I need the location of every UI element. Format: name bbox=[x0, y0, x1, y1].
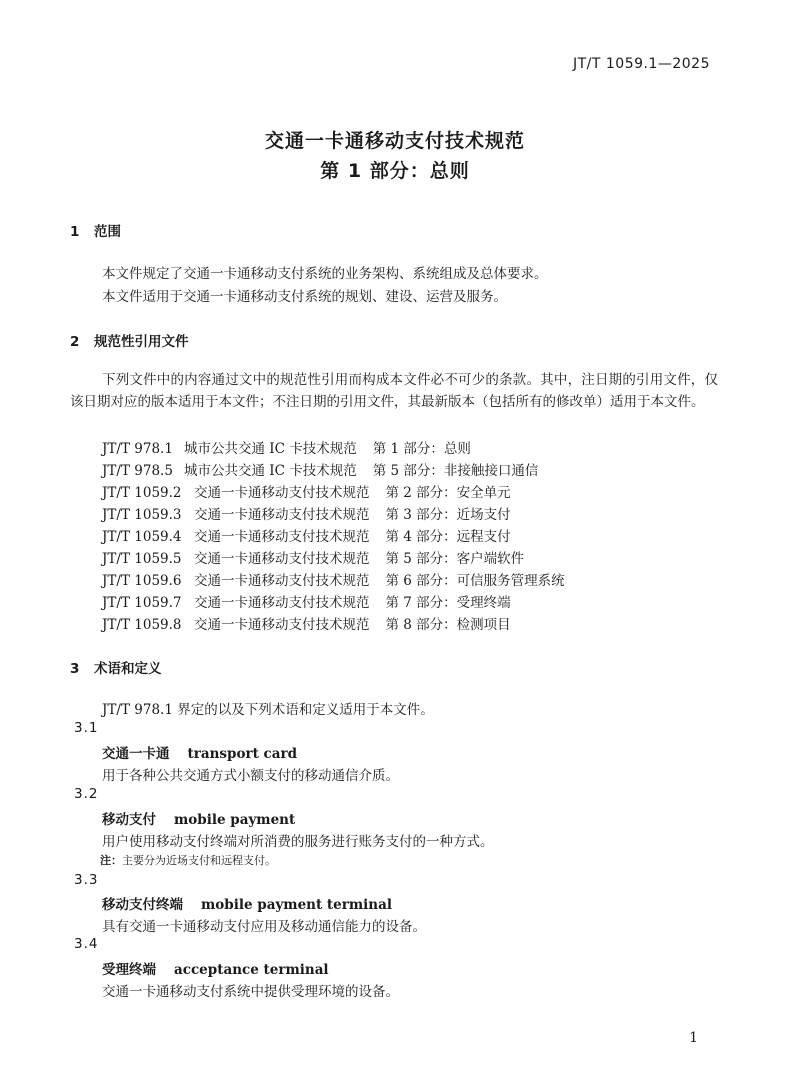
term-name bbox=[102, 893, 392, 913]
page-number: 1 bbox=[689, 1030, 698, 1046]
reference-title: 交通一卡通移动支付技术规范 bbox=[194, 573, 370, 589]
term-name-en: mobile payment bbox=[174, 812, 296, 828]
document-subtitle: 第 1 部分：总则 bbox=[320, 160, 470, 182]
term-number: 3.3 bbox=[74, 872, 99, 888]
reference-item bbox=[102, 591, 511, 611]
terms-intro-paragraph: JT/T 978.1 界定的以及下列术语和定义适用于本文件。 bbox=[102, 702, 434, 718]
reference-code: JT/T 978.1 bbox=[102, 441, 173, 457]
term-definition: 用户使用移动支付终端对所消费的服务进行账务支付的一种方式。 bbox=[102, 834, 494, 850]
reference-code: JT/T 1059.4 bbox=[102, 529, 182, 545]
term-definition: 具有交通一卡通移动支付应用及移动通信能力的设备。 bbox=[102, 919, 426, 935]
reference-title: 交通一卡通移动支付技术规范 bbox=[194, 529, 370, 545]
term-note bbox=[100, 852, 276, 868]
term-name-zh: 移动支付终端 bbox=[102, 897, 183, 913]
section-heading-scope bbox=[70, 220, 121, 240]
reference-title: 交通一卡通移动支付技术规范 bbox=[194, 617, 370, 633]
reference-title: 城市公共交通 IC 卡技术规范 bbox=[184, 463, 357, 479]
term-number: 3.1 bbox=[74, 720, 99, 736]
reference-code: JT/T 1059.6 bbox=[102, 573, 182, 589]
term-name-en: transport card bbox=[187, 746, 298, 762]
reference-part: 第 1 部分：总则 bbox=[372, 441, 471, 457]
section-heading-normative bbox=[70, 330, 189, 350]
reference-item bbox=[102, 481, 511, 501]
term-name-en: acceptance terminal bbox=[174, 962, 329, 978]
reference-title: 交通一卡通移动支付技术规范 bbox=[194, 595, 370, 611]
standard-number: JT/T 1059.1—2025 bbox=[572, 56, 710, 72]
reference-item bbox=[102, 547, 524, 567]
reference-part: 第 7 部分：受理终端 bbox=[385, 595, 511, 611]
term-number: 3.4 bbox=[74, 936, 99, 952]
reference-part: 第 4 部分：远程支付 bbox=[385, 529, 511, 545]
section-number: 1 bbox=[70, 224, 80, 240]
term-name bbox=[102, 808, 295, 828]
reference-code: JT/T 1059.2 bbox=[102, 485, 182, 501]
normative-intro-paragraph: 下列文件中的内容通过文中的规范性引用而构成本文件必不可少的条款。其中，注日期的引用文件，仅该日期对应的版本适用于本文件；不注日期的引用文件，其最新版本（包括所有的修改单）适用于本文件。 bbox=[70, 372, 718, 410]
scope-paragraph: 本文件规定了交通一卡通移动支付系统的业务架构、系统组成及总体要求。 bbox=[102, 266, 548, 282]
term-definition: 交通一卡通移动支付系统中提供受理环境的设备。 bbox=[102, 984, 399, 1000]
reference-title: 城市公共交通 IC 卡技术规范 bbox=[184, 441, 357, 457]
reference-title: 交通一卡通移动支付技术规范 bbox=[194, 551, 370, 567]
reference-part: 第 8 部分：检测项目 bbox=[385, 617, 511, 633]
term-number: 3.2 bbox=[74, 786, 99, 802]
section-title: 规范性引用文件 bbox=[94, 334, 189, 350]
reference-code: JT/T 1059.7 bbox=[102, 595, 182, 611]
note-label: 注： bbox=[100, 854, 122, 867]
reference-item bbox=[102, 437, 471, 457]
reference-code: JT/T 1059.3 bbox=[102, 507, 182, 523]
reference-part: 第 6 部分：可信服务管理系统 bbox=[385, 573, 565, 589]
term-name bbox=[102, 742, 297, 762]
section-title: 术语和定义 bbox=[94, 661, 162, 677]
reference-part: 第 3 部分：近场支付 bbox=[385, 507, 511, 523]
term-name-zh: 移动支付 bbox=[102, 812, 156, 828]
document-title: 交通一卡通移动支付技术规范 bbox=[264, 130, 525, 152]
section-number: 2 bbox=[70, 334, 80, 350]
reference-part: 第 5 部分：客户端软件 bbox=[385, 551, 525, 567]
section-heading-terms bbox=[70, 657, 162, 677]
reference-item bbox=[102, 569, 565, 589]
reference-item bbox=[102, 459, 538, 479]
term-name bbox=[102, 958, 329, 978]
reference-code: JT/T 1059.5 bbox=[102, 551, 182, 567]
term-definition: 用于各种公共交通方式小额支付的移动通信介质。 bbox=[102, 768, 399, 784]
section-number: 3 bbox=[70, 661, 80, 677]
reference-code: JT/T 1059.8 bbox=[102, 617, 182, 633]
term-name-zh: 交通一卡通 bbox=[102, 746, 170, 762]
section-title: 范围 bbox=[94, 224, 121, 240]
scope-paragraph: 本文件适用于交通一卡通移动支付系统的规划、建设、运营及服务。 bbox=[102, 289, 507, 305]
reference-part: 第 5 部分：非接触接口通信 bbox=[372, 463, 539, 479]
reference-item bbox=[102, 525, 511, 545]
term-name-zh: 受理终端 bbox=[102, 962, 156, 978]
reference-item bbox=[102, 503, 511, 523]
reference-title: 交通一卡通移动支付技术规范 bbox=[194, 507, 370, 523]
reference-item bbox=[102, 613, 511, 633]
reference-part: 第 2 部分：安全单元 bbox=[385, 485, 511, 501]
reference-title: 交通一卡通移动支付技术规范 bbox=[194, 485, 370, 501]
reference-code: JT/T 978.5 bbox=[102, 463, 173, 479]
note-text: 主要分为近场支付和远程支付。 bbox=[122, 854, 276, 867]
term-name-en: mobile payment terminal bbox=[201, 897, 392, 913]
